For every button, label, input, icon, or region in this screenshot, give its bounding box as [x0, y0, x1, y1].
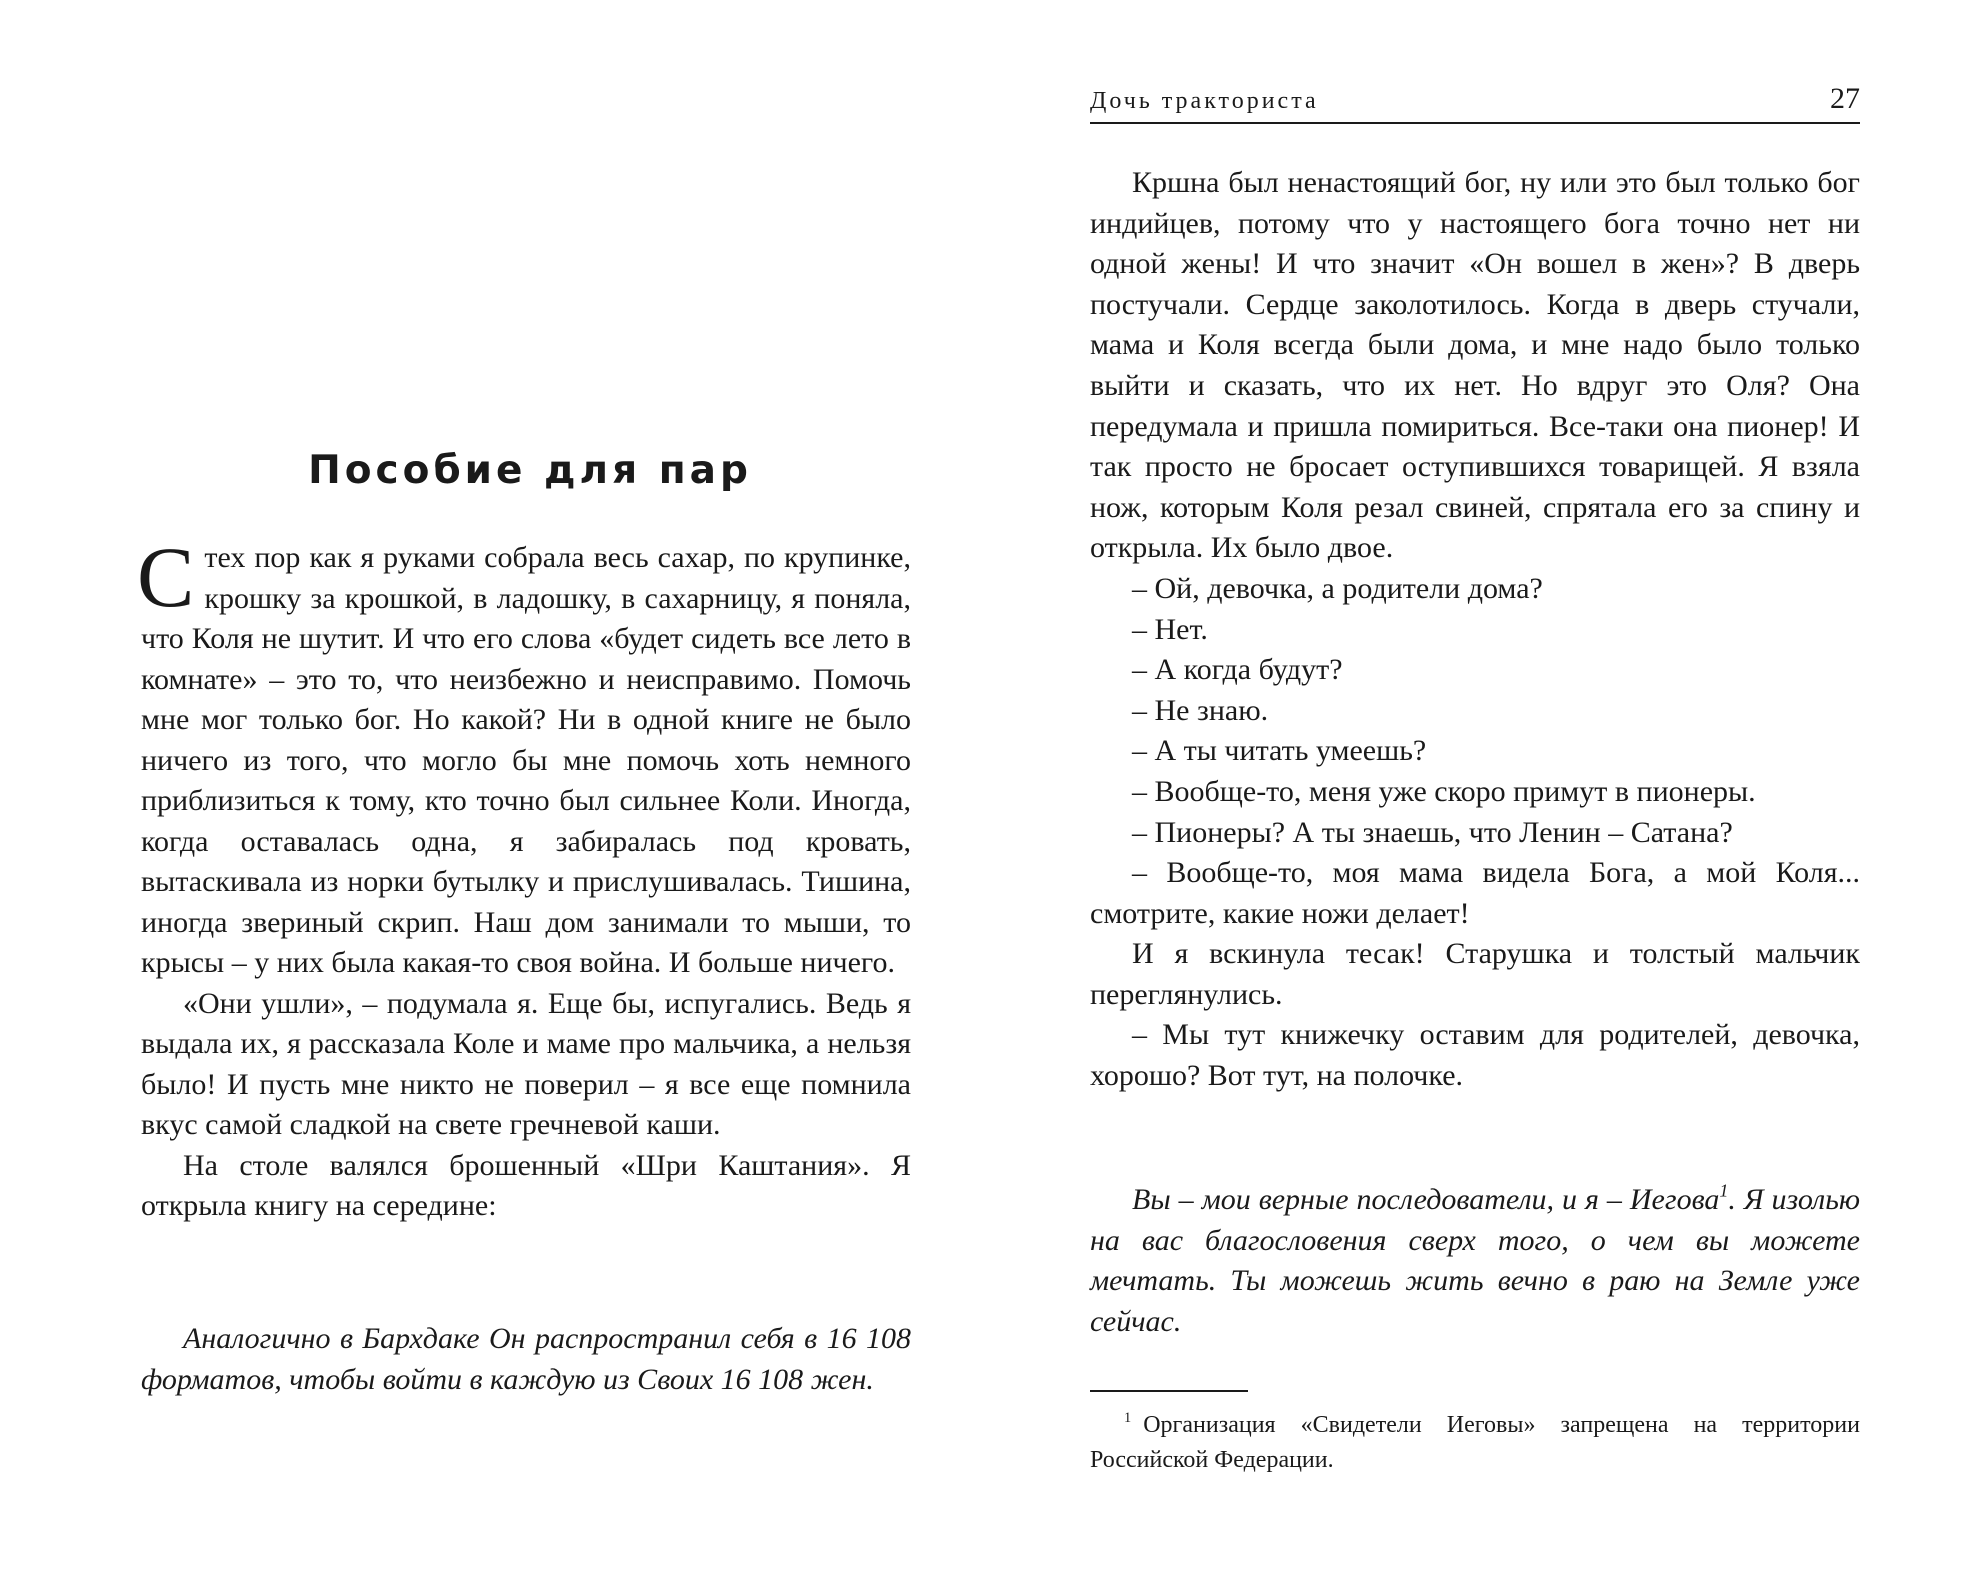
footnote: $^1$ Организация «Свидетели Иеговы» запрещена на территории Российской Федерации. [1090, 1409, 1860, 1473]
dialogue-line: – Не знаю. [1132, 693, 1269, 727]
chapter-title: Пособие для пар [308, 448, 752, 493]
footnote-ref[interactable]: 1 [1719, 1180, 1729, 1201]
paragraph: Кршна был ненастоящий бог, ну или это был только бог индийцев, потому что у настоящего бога точно нет ни одной жены! И что значит «Он вошел в жен»? В дверь постучали. Сердце заколотилось. Когда в дверь стучали, мама и Коля всегда были дома, и мне надо было только выйти и сказать, что их нет. Но вдруг это Оля? Она передумала и пришла помириться. Все-таки она пионер! И так просто не бросает оступившихся товарищей. Я взяла нож, которым Коля резал свиней, спрятала его за спину и открыла. Их было двое. [1090, 166, 1860, 565]
dialogue-line: – А когда будут? [1132, 653, 1343, 687]
dialogue-line: – А ты читать умеешь? [1132, 734, 1427, 768]
footnote-marker: 1 [1124, 1409, 1132, 1426]
running-head [1090, 82, 1860, 124]
italic-quote: Вы – мои верные последователи, и я – Иегова$^1$. Я изолью на вас благословения сверх того, о чем вы можете мечтать. Ты можешь жить вечно в раю на Земле уже сейчас. [1090, 1180, 1860, 1338]
right-body-text [1090, 163, 1860, 1097]
paragraph: На столе валялся брошенный «Шри Каштания». Я открыла книгу на середине: [141, 1148, 911, 1222]
italic-quote: Аналогично в Бархдаке Он распространил себя в 16 108 форматов, чтобы войти в каждую из Своих 16 108 жен. [141, 1322, 911, 1396]
footnote-divider [1090, 1390, 1248, 1392]
dialogue-line: – Нет. [1132, 612, 1208, 646]
paragraph: С тех пор как я руками собрала весь сахар, по крупинке, крошку за крошкой, в ладошку, в сахарницу, я поняла, что Коля не шутит. И что его слова «будет сидеть все лето в комнате» – это то, что неизбежно и неисправимо. Помочь мне мог только бог. Но какой? Ни в одной книге не было ничего из того, что могло бы мне помочь хоть немного приблизиться к тому, кто точно был сильнее Коли. Иногда, когда оставалась одна, я забиралась под кровать, вытаскивала из норки бутылку и прислушивалась. Тишина, иногда звериный скрип. Наш дом занимали то мыши, то крысы – у них была какая-то своя война. И больше ничего. [137, 529, 911, 979]
dialogue-line: – Вообще-то, меня уже скоро примут в пионеры. [1132, 774, 1756, 808]
drop-cap: С [137, 529, 195, 625]
paragraph: И я вскинула тесак! Старушка и толстый мальчик переглянулись. [1090, 937, 1860, 1011]
running-head-title: Дочь тракториста [1090, 88, 1319, 114]
page-number: 27 [1830, 82, 1860, 115]
dialogue-line: – Мы тут книжечку оставим для родителей, девочка, хорошо? Вот тут, на полочке. [1090, 1018, 1860, 1093]
paragraph: «Они ушли», – подумала я. Еще бы, испугались. Ведь я выдала их, я рассказала Коле и маме про мальчика, а нельзя было! И пусть мне никто не поверил – я все еще помнила вкус самой сладкой на свете гречневой каши. [141, 986, 911, 1141]
dialogue-line: – Ой, девочка, а родители дома? [1132, 571, 1543, 605]
left-body-text [137, 529, 911, 1227]
dialogue-line: – Пионеры? А ты знаешь, что Ленин – Сатана? [1132, 815, 1733, 849]
dialogue-line: – Вообще-то, моя мама видела Бога, а мой Коля... смотрите, какие ножи делает! [1090, 856, 1860, 930]
